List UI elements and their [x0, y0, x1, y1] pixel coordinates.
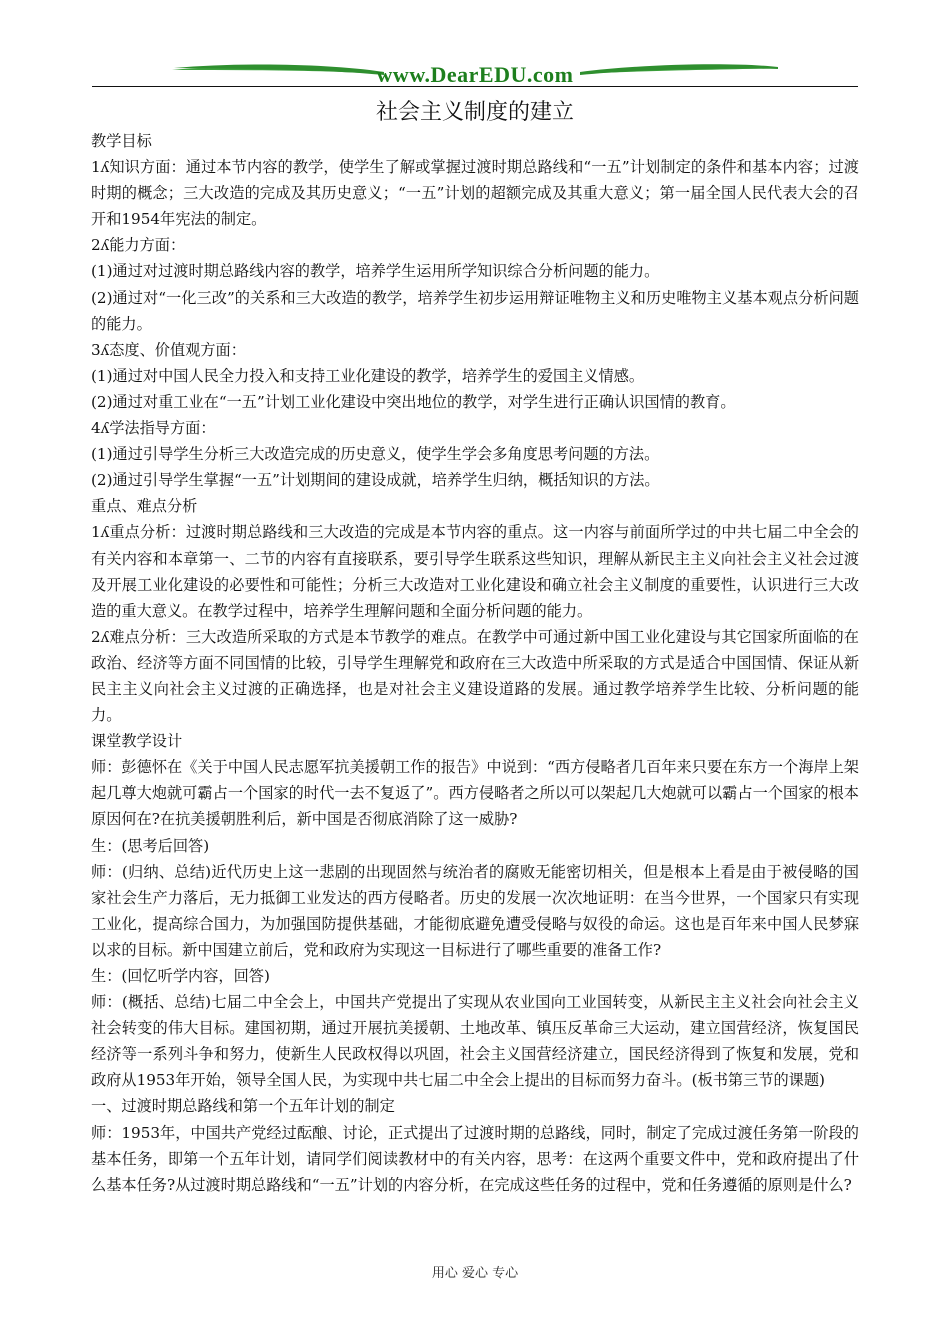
section-heading: 一、过渡时期总路线和第一个五年计划的制定 [91, 1097, 395, 1116]
section-heading: 教学目标 [91, 132, 152, 150]
paragraph: (1)通过对中国人民全力投入和支持工业化建设的教学，培养学生的爱国主义情感。 [91, 366, 645, 385]
paragraph: 生：(思考后回答) [91, 836, 210, 855]
paragraph: 师：(概括、总结)七届二中全会上，中国共产党提出了实现从农业国向工业国转变，从新民主主义社会向社会主义社会转变的伟大目标。建国初期，通过开展抗美援朝、土地改革、镇压反革命三大运动，建立国营经济，恢复国民经济等一系列斗争和努力，使新生人民政权得以巩固，社会主义国营经济建立，国民经济得到了恢复和发展，党和政府从1953年开始，领导全国人民，为实现中共七届二中全会上提出的目标而努力奋斗。(板书第三节的课题) [91, 993, 859, 1090]
paragraph: 师：(归纳、总结)近代历史上这一悲剧的出现固然与统治者的腐败无能密切相关，但是根本上看是由于被侵略的国家社会生产力落后，无力抵御工业发达的西方侵略者。历史的发展一次次地证明：在当今世界，一个国家只有实现工业化，提高综合国力，为加强国防提供基础，才能彻底避免遭受侵略与奴役的命运。这也是百年来中国人民梦寐以求的目标。新中国建立前后，党和政府为实现这一目标进行了哪些重要的准备工作? [91, 862, 859, 959]
page-header [92, 58, 858, 98]
paragraph: (1)通过引导学生分析三大改造完成的历史意义，使学生学会多角度思考问题的方法。 [91, 445, 660, 464]
paragraph: 生：(回忆听学内容，回答) [91, 967, 270, 985]
paragraph: 1ʎ重点分析：过渡时期总路线和三大改造的完成是本节内容的重点。这一内容与前面所学过的中共七届二中全会的有关内容和本章第一、二节的内容有直接联系，要引导学生联系这些知识，理解从新民主主义向社会主义社会过渡及开展工业化建设的必要性和可能性；分析三大改造对工业化建设和确立社会主义制度的重要性，认识进行三大改造的重大意义。在教学过程中，培养学生理解问题和全面分析问题的能力。 [91, 523, 859, 620]
paragraph: (2)通过对重工业在“一五”计划工业化建设中突出地位的教学，对学生进行正确认识国情的教育。 [91, 392, 736, 411]
paragraph: 4ʎ学法指导方面： [91, 419, 216, 438]
paragraph: (1)通过对过渡时期总路线内容的教学，培养学生运用所学知识综合分析问题的能力。 [91, 262, 660, 281]
paragraph: 师：1953年，中国共产党经过酝酿、讨论，正式提出了过渡时期的总路线，同时，制定了完成过渡任务第一阶段的基本任务，即第一个五年计划，请同学们阅读教材中的有关内容，思考：在这两个重要文件中，党和政府提出了什么基本任务?从过渡时期总路线和“一五”计划的内容分析，在完成这些任务的过程中，党和任务遵循的原则是什么? [91, 1123, 859, 1194]
paragraph: 2ʎ能力方面： [91, 236, 186, 255]
document-title: 社会主义制度的建立 [375, 100, 574, 125]
paragraph: 2ʎ难点分析：三大改造所采取的方式是本节教学的难点。在教学中可通过新中国工业化建设与其它国家所面临的在政治、经济等方面不同国情的比较，引导学生理解党和政府在三大改造中所采取的方式是适合中国国情、保证从新民主主义向社会主义过渡的正确选择，也是对社会主义建设道路的发展。通过教学培养学生比较、分析问题的能力。 [91, 627, 859, 725]
paragraph: (2)通过对“一化三改”的关系和三大改造的教学，培养学生初步运用辩证唯物主义和历史唯物主义基本观点分析问题的能力。 [91, 288, 859, 333]
page-footer: 用心 爱心 专心 [431, 1266, 519, 1281]
site-logo-text: www.DearEDU.com [376, 62, 574, 87]
section-heading: 课堂教学设计 [91, 732, 183, 751]
paragraph: 3ʎ态度、价值观方面： [91, 340, 246, 359]
paragraph: 1ʎ知识方面：通过本节内容的教学，使学生了解或掌握过渡时期总路线和“一五”计划制定的条件和基本内容；过渡时期的概念；三大改造的完成及其历史意义；“一五”计划的超额完成及其重大意义；第一届全国人民代表大会的召开和1954年宪法的制定。 [91, 158, 859, 229]
paragraph: 师：彭德怀在《关于中国人民志愿军抗美援朝工作的报告》中说到：“西方侵略者几百年来只要在东方一个海岸上架起几尊大炮就可霸占一个国家的时代一去不复返了”。西方侵略者之所以可以架起几大炮就可以霸占一个国家的根本原因何在?在抗美援朝胜利后，新中国是否彻底消除了这一威胁? [91, 758, 859, 829]
section-heading: 重点、难点分析 [91, 497, 198, 516]
header-divider [92, 86, 858, 87]
document-body [91, 128, 859, 1198]
paragraph: (2)通过引导学生掌握“一五”计划期间的建设成就，培养学生归纳，概括知识的方法。 [91, 471, 660, 490]
